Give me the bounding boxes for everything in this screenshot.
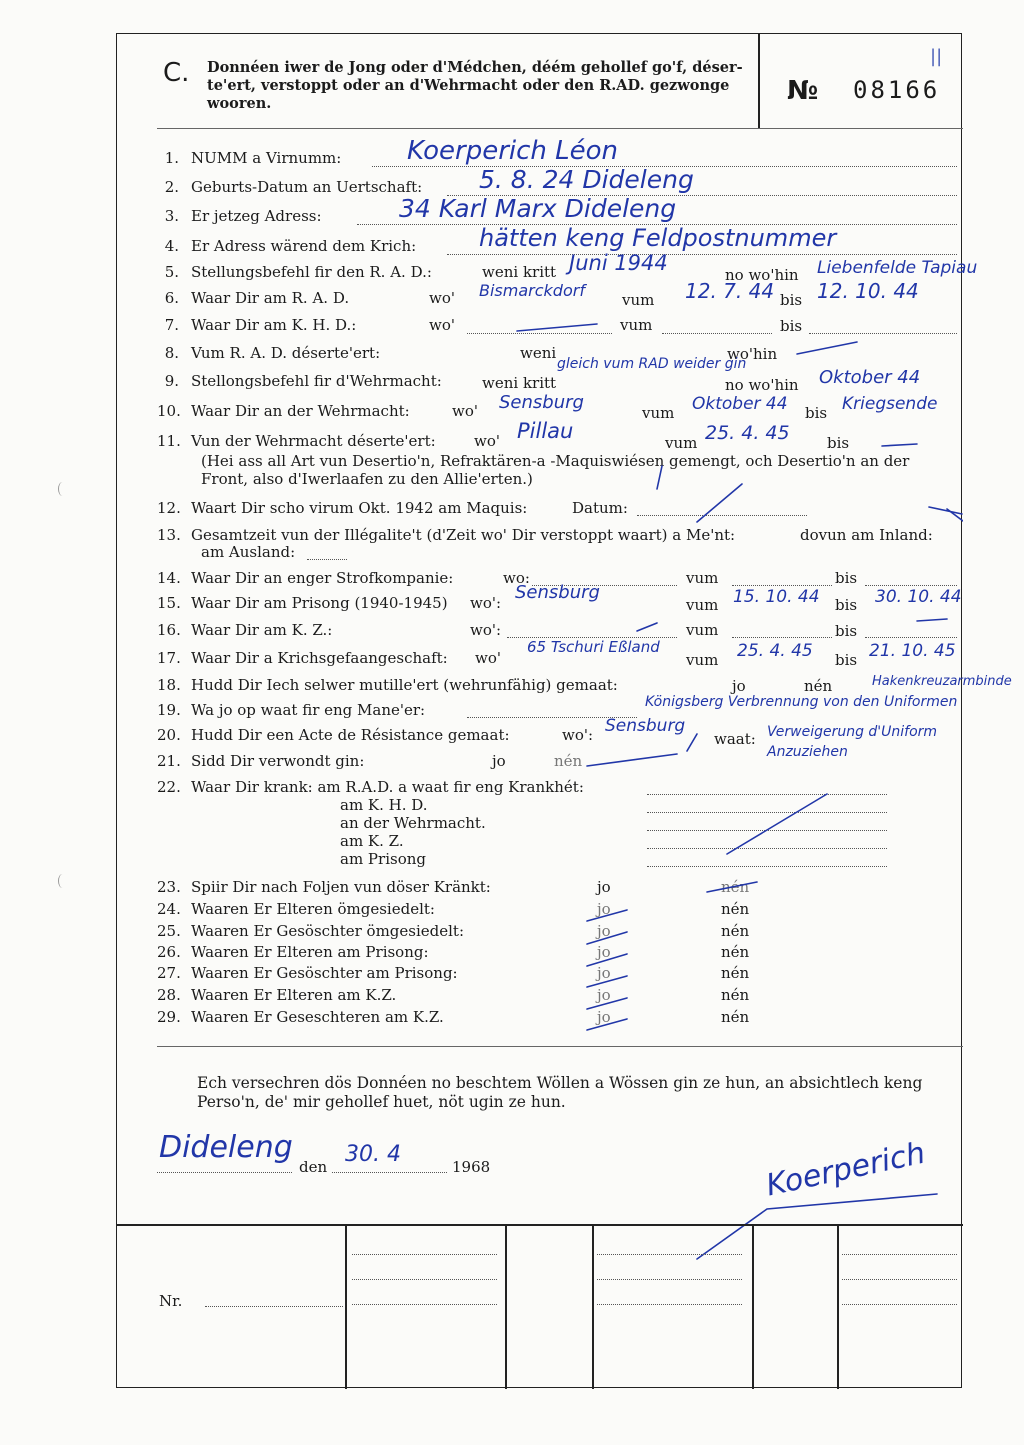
- row-11: 11. Vun der Wehrmacht déserte'ert:: [157, 432, 436, 450]
- row-19: 19. Wa jo op waat fir eng Mane'er:: [157, 701, 426, 719]
- value-wehrmacht-order[interactable]: gleich vum RAD weider gin: [557, 356, 747, 372]
- row-7: 7. Waar Dir am K. H. D.:: [164, 316, 357, 334]
- row-3: 3. Er jetzeg Adress:: [164, 207, 322, 225]
- value-pow-from[interactable]: 25. 4. 45: [737, 641, 813, 661]
- value-wehrmacht-order-place[interactable]: Oktober 44: [819, 367, 921, 388]
- row-22: 22. Waar Dir krank: am R.A.D. a waat fir eng Krankhét:: [157, 778, 584, 796]
- declaration: Ech versechren dös Donnéen no beschtem Wöllen a Wössen gin ze hun, an absichtlech keng Perso'n, de' mir gehollef huet, nöt ugin ze hun.: [197, 1074, 923, 1111]
- row-29: 29. Waaren Er Geseschteren am K.Z.: [157, 1008, 444, 1026]
- row-9: 9. Stellongsbefehl fir d'Wehrmacht:: [164, 372, 442, 390]
- row-12: 12. Waart Dir scho virum Okt. 1942 am Maquis:: [157, 499, 528, 517]
- row-27: 27. Waaren Er Gesöschter am Prisong:: [157, 964, 458, 982]
- value-wehrmacht-place[interactable]: Sensburg: [499, 392, 584, 413]
- row-17: 17. Waar Dir a Krichsgefaangeschaft:: [157, 649, 448, 667]
- signature[interactable]: Koerperich: [763, 1135, 929, 1204]
- value-resistance-act[interactable]: Verweigerung d'Uniform Anzuziehen: [767, 724, 938, 760]
- section-letter: C.: [163, 58, 190, 88]
- row-21: 21. Sidd Dir verwondt gin:: [157, 752, 365, 770]
- row-8: 8. Vum R. A. D. déserte'ert:: [164, 344, 381, 362]
- value-birth[interactable]: 5. 8. 24 Dideleng: [479, 165, 694, 194]
- value-mutilation[interactable]: Hakenkreuzarmbinde: [872, 674, 1012, 689]
- row-5: 5. Stellungsbefehl fir den R. A. D.:: [164, 263, 432, 281]
- value-rad-to[interactable]: 12. 10. 44: [817, 279, 919, 303]
- value-address[interactable]: 34 Karl Marx Dideleng: [399, 194, 677, 223]
- value-prison-place[interactable]: Sensburg: [515, 582, 600, 603]
- row-10: 10. Waar Dir an der Wehrmacht:: [157, 402, 410, 420]
- row-15: 15. Waar Dir am Prisong (1940-1945): [157, 594, 448, 612]
- value-wehrmacht-to[interactable]: Kriegsende: [842, 394, 938, 414]
- row-25: 25. Waaren Er Gesöschter ömgesiedelt:: [157, 922, 465, 940]
- value-pow-to[interactable]: 21. 10. 45: [869, 641, 956, 661]
- row-28: 28. Waaren Er Elteren am K.Z.: [157, 986, 397, 1004]
- punch-hole: [58, 874, 67, 888]
- value-prison-to[interactable]: 30. 10. 44: [875, 587, 962, 607]
- value-prison-from[interactable]: 15. 10. 44: [733, 587, 820, 607]
- value-manner[interactable]: Königsberg Verbrennung von den Uniformen: [645, 694, 958, 710]
- separator: [157, 1046, 963, 1047]
- form-page: C. Donnéen iwer de Jong oder d'Médchen, déém gehollef go'f, déser-te'ert, verstoppt oder an d'Wehrmacht oder den R.AD. gezwonge wooren. № 08166 1. NUMM a Virnumm: Koerperich Léon 2. Geburts-Datum an Uertschaft: 5. 8. 24 Dideleng 3. Er jetzeg Adress: 34 Karl Marx Dideleng 4. Er Adress wärend dem Krich: hätten keng Feldpostnummer 5. Stellungsbefehl fir den R. A. D.: weni kritt no wo'hin Juni 1944 Liebenfelde Tapiau 6. Waar Dir am R. A. D. wo' vum bis Bismarckdorf 12. 7. 44 12. 10. 44 7. Waar Dir am K. H. D.: wo' vum bis 8. Vum R. A. D. déserte'ert: weni wo'hin 9. Stellongsbefehl fir d'Wehrmacht: weni kritt no wo'hin gleich vum RAD weider gin Oktober 44 10. Waar Dir an der Wehrmacht: wo' vum bis Sensburg Oktober 44 Kriegsende 11. Vun der Wehrmacht déserte'ert: wo' vum bis Pillau 25. 4. 45 (Hei ass all Art vun Desertio'n, Refraktären-a -Maquiswiésen gemengt, och Desertio'n an der Front, also d'Iwerlaafen zu den Allie'erten.) 12. Waart Dir scho virum Okt. 1942 am Maquis: Datum: 13. Gesamtzeit vun der Illégalite't (d'Zeit wo' Dir verstoppt waart) a Me'nt: dovun am Inland: am Ausland: 14. Waar Dir an enger Strofkompanie: wo: vum bis 15. Waar Dir am Prisong (1940-1945) wo': vum bis Sensburg 15. 10. 44 30. 10. 44 16. Waar Dir am K. Z.: wo': vum bis 17. Waar Dir a Krichsgefaangeschaft: wo' vum bis 65 Tschuri Eßland 25. 4. 45 21. 10. 45 18. Hudd Dir Iech selwer mutille'ert (wehrunfähig) gemaat: jo nén Hakenkreuzarmbinde 19. Wa jo op waat fir eng Mane'er: Königsberg Verbrennung von den Uniformen 20. Hudd Dir een Acte de Résistance gemaat: wo': waat: Sensburg Verweigerung d'Uniform Anzuziehen 21. Sidd Dir verwondt gin: jo nén 22. Waar Dir krank: am R.A.D. a waat fir eng Krankhét: am K. H. D. an der Wehrmacht. am K. Z. am Prisong 23. Spiir Dir nach Foljen vun döser Kränkt: jo nén 24. Waaren Er Elteren ömgesiedelt: jo nén 25. Waaren Er Gesöschter ömgesiedelt: jo nén 26. Waaren Er Elteren am Prisong: jo nén 27. Waaren Er Gesöschter am Prisong: jo nén 28. Waaren Er Elteren am K.Z. jo nén 29. Waaren Er Geseschteren am K.Z. jo nén Ech versechren dös Donnéen no beschtem Wöllen a Wössen gin ze hun, an absichtlech keng Perso'n, de' mir gehollef huet, nöt ugin ze hun. Dideleng den 30. 4 1968 Koerperich Nr.: [116, 33, 962, 1388]
- row-16: 16. Waar Dir am K. Z.:: [157, 621, 333, 639]
- form-header-text: Donnéen iwer de Jong oder d'Médchen, déém gehollef go'f, déser-te'ert, verstoppt oder an d'Wehrmacht oder den R.AD. gezwonge wooren.: [207, 59, 743, 112]
- row-24: 24. Waaren Er Elteren ömgesiedelt:: [157, 900, 435, 918]
- row-18: 18. Hudd Dir Iech selwer mutille'ert (wehrunfähig) gemaat:: [157, 676, 618, 694]
- form-number: 08166: [853, 76, 941, 104]
- row-20: 20. Hudd Dir een Acte de Résistance gemaat:: [157, 726, 510, 744]
- value-rad-order-date[interactable]: Juni 1944: [569, 251, 668, 275]
- value-resistance-place[interactable]: Sensburg: [605, 716, 686, 736]
- row-6: 6. Waar Dir am R. A. D.: [164, 289, 350, 307]
- value-pow-place[interactable]: 65 Tschuri Eßland: [527, 638, 660, 656]
- value-wehrmacht-from[interactable]: Oktober 44: [692, 394, 788, 414]
- row-23: 23. Spiir Dir nach Foljen vun döser Kränkt:: [157, 878, 491, 896]
- signoff-place[interactable]: Dideleng: [159, 1130, 293, 1165]
- value-war-address[interactable]: hätten keng Feldpostnummer: [479, 224, 837, 252]
- value-desertion-date[interactable]: 25. 4. 45: [705, 422, 790, 444]
- row-4: 4. Er Adress wärend dem Krich:: [164, 237, 417, 255]
- row-14: 14. Waar Dir an enger Strofkompanie:: [157, 569, 454, 587]
- row-26: 26. Waaren Er Elteren am Prisong:: [157, 943, 429, 961]
- number-symbol: №: [787, 76, 819, 106]
- value-rad-place[interactable]: Bismarckdorf: [479, 281, 585, 300]
- row-13: 13. Gesamtzeit vun der Illégalite't (d'Zeit wo' Dir verstoppt waart) a Me'nt:: [157, 526, 736, 544]
- margin-stamp: ||: [930, 46, 943, 67]
- signoff-date[interactable]: 30. 4: [345, 1142, 401, 1167]
- value-name[interactable]: Koerperich Léon: [407, 136, 619, 166]
- footer-nr-label: Nr.: [159, 1292, 183, 1310]
- value-desertion-place[interactable]: Pillau: [517, 419, 574, 443]
- row-1: 1. NUMM a Virnumm:: [164, 149, 342, 167]
- row-11-note: (Hei ass all Art vun Desertio'n, Refraktären-a -Maquiswiésen gemengt, och Desertio'n an der Front, also d'Iwerlaafen zu den Allie'erten.): [201, 452, 910, 488]
- value-rad-order-place[interactable]: Liebenfelde Tapiau: [817, 258, 978, 278]
- row-2: 2. Geburts-Datum an Uertschaft:: [164, 178, 423, 196]
- value-rad-from[interactable]: 12. 7. 44: [685, 279, 775, 303]
- punch-hole: [58, 482, 67, 496]
